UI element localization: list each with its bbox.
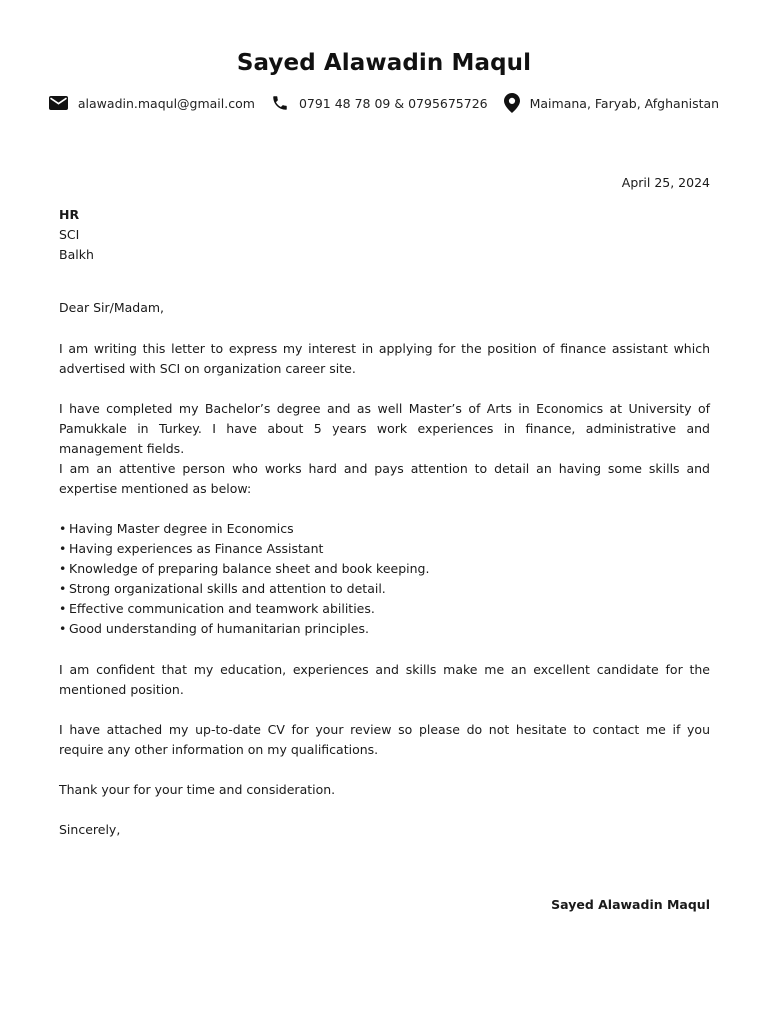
paragraph-3: I am an attentive person who works hard and pays attention to detail an having some skills and expertise mentioned as below: [59,461,710,496]
phone-icon [271,94,289,112]
skills-list-item: • Effective communication and teamwork abilities. [59,599,710,619]
skills-list [59,519,710,639]
paragraph-2: I have completed my Bachelor’s degree and as well Master’s of Arts in Economics at University of Pamukkale in Turkey. I have about 5 years work experiences in finance, administrative and management fields. [59,401,710,456]
phone-text: 0791 48 78 09 & 0795675726 [298,95,488,111]
skills-list-item: • Good understanding of humanitarian principles. [59,619,710,639]
skills-list-item: • Having Master degree in Economics [59,519,710,539]
skills-list-item: • Having experiences as Finance Assistant [59,539,710,559]
recipient-line-3: Balkh [59,247,94,262]
contact-phone [271,94,488,112]
paragraph-1: I am writing this letter to express my interest in applying for the position of finance assistant which advertised with SCI on organization career site. [59,341,710,376]
paragraph-5: I have attached my up-to-date CV for your review so please do not hesitate to contact me if you require any other information on my qualifications. [59,722,710,757]
closing-line: Sincerely, [59,822,121,837]
skills-list-item: • Strong organizational skills and attention to detail. [59,579,710,599]
thanks-line: Thank your for your time and consideration. [59,782,336,797]
contact-bar [0,93,768,113]
skills-list-item: • Knowledge of preparing balance sheet and book keeping. [59,559,710,579]
recipient-line-2: SCI [59,227,80,242]
paragraph-4: I am confident that my education, experiences and skills make me an excellent candidate for the mentioned position. [59,662,710,697]
recipient-line-1: HR [59,207,80,222]
signature-name: Sayed Alawadin Maqul [551,897,710,912]
applicant-name: Sayed Alawadin Maqul [236,50,532,76]
envelope-icon [49,96,68,110]
letter-date: April 25, 2024 [621,175,710,190]
contact-location [504,93,719,113]
salutation: Dear Sir/Madam, [59,300,165,315]
email-text: alawadin.maqul@gmail.com [77,95,255,111]
map-pin-icon [504,93,520,113]
contact-email [49,96,255,111]
location-text: Maimana, Faryab, Afghanistan [529,95,720,111]
recipient-block [59,205,710,265]
